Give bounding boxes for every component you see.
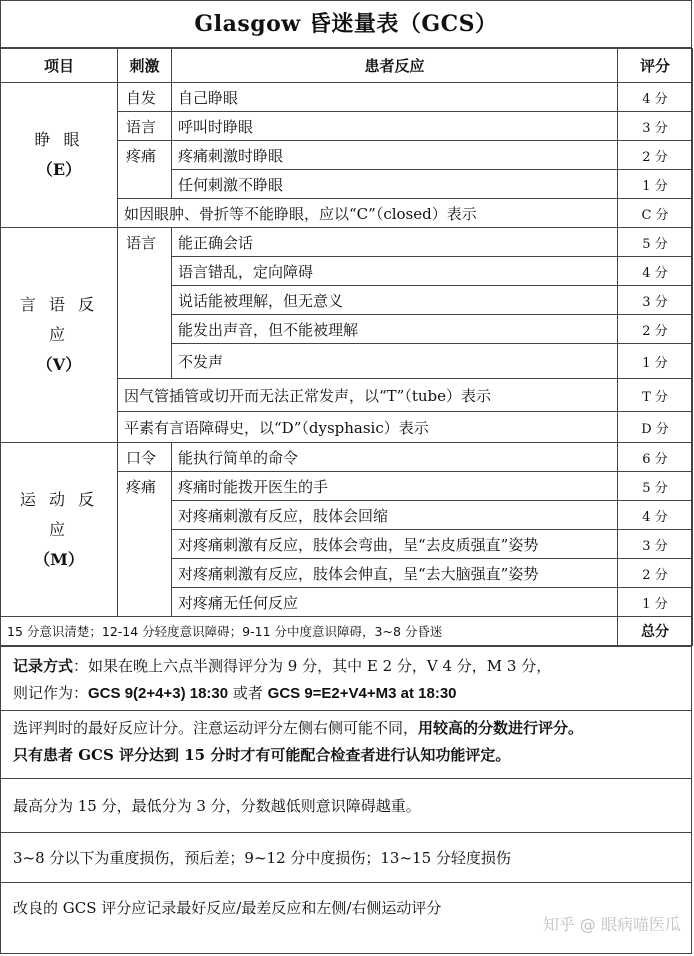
eye-label: 睁 眼: [34, 130, 84, 149]
motor-code: （M）: [34, 549, 84, 569]
verbal-category: [1, 228, 118, 443]
score-range: 最高分为 15 分，最低分为 3 分，分数越低则意识障碍越重。: [1, 778, 691, 832]
table-row: [1, 443, 693, 472]
gcs-table: [0, 48, 693, 646]
score-cell: 4 分: [618, 83, 693, 112]
response-cell: 疼痛时能拨开医生的手: [172, 472, 618, 501]
verbal-label: 言 语 反 应: [19, 295, 99, 344]
response-cell: 对疼痛刺激有反应，肢体会弯曲，呈“去皮质强直”姿势: [172, 530, 618, 559]
table-header-row: [1, 49, 693, 83]
score-cell: 1 分: [618, 344, 693, 379]
score-cell: 3 分: [618, 530, 693, 559]
response-cell: 疼痛刺激时睁眼: [172, 141, 618, 170]
table-row: [1, 228, 693, 257]
stimulus-cell: 语言: [118, 112, 172, 141]
score-cell: 5 分: [618, 228, 693, 257]
response-cell: 能正确会话: [172, 228, 618, 257]
record-line-2: [13, 680, 679, 707]
response-cell: 任何刺激不睁眼: [172, 170, 618, 199]
total-score-legend: 15 分意识清楚；12-14 分轻度意识障碍；9-11 分中度意识障碍，3~8 分昏迷: [1, 617, 618, 646]
score-cell: 6 分: [618, 443, 693, 472]
table-row: [1, 83, 693, 112]
score-cell: D 分: [618, 412, 693, 443]
eye-code: （E）: [36, 160, 82, 179]
response-cell: 能发出声音，但不能被理解: [172, 315, 618, 344]
response-cell: 对疼痛无任何反应: [172, 588, 618, 617]
scoring-tips: [1, 710, 691, 778]
recording-method: [1, 646, 691, 710]
record-line-1: [13, 653, 679, 680]
record-lead: 记录方式: [13, 657, 74, 675]
record-prefix: 则记作为：: [13, 684, 89, 702]
watermark-text: 知乎 @ 眼病喵医瓜: [542, 915, 681, 934]
tip-cognitive: 只有患者 GCS 评分达到 15 分时才有可能配合检查者进行认知功能评定。: [13, 746, 511, 764]
score-cell: C 分: [618, 199, 693, 228]
header-item: 项目: [1, 49, 118, 83]
verbal-note-dysphasic: 平素有言语障碍史，以“D”（dysphasic）表示: [118, 412, 618, 443]
score-cell: T 分: [618, 379, 693, 412]
header-stimulus: 刺激: [118, 49, 172, 83]
response-cell: 能执行简单的命令: [172, 443, 618, 472]
eye-note: 如因眼肿、骨折等不能睁眼，应以“C”（closed）表示: [118, 199, 618, 228]
tip-line-2: [13, 742, 679, 769]
record-or: 或者: [228, 684, 268, 702]
response-cell: 不发声: [172, 344, 618, 379]
score-cell: 2 分: [618, 559, 693, 588]
response-cell: 自己睁眼: [172, 83, 618, 112]
score-cell: 2 分: [618, 141, 693, 170]
score-cell: 4 分: [618, 257, 693, 286]
score-cell: 3 分: [618, 112, 693, 141]
severity-grading: 3~8 分以下为重度损伤，预后差；9~12 分中度损伤；13~15 分轻度损伤: [1, 832, 691, 882]
response-cell: 语言错乱，定向障碍: [172, 257, 618, 286]
tip-plain: 选评判时的最好反应计分。注意运动评分左侧右侧可能不同，: [13, 719, 419, 737]
score-cell: 5 分: [618, 472, 693, 501]
verbal-note-tube: 因气管插管或切开而无法正常发声，以“T”（tube）表示: [118, 379, 618, 412]
page-title: Glasgow 昏迷量表（GCS）: [1, 1, 691, 48]
response-cell: 说话能被理解，但无意义: [172, 286, 618, 315]
header-score: 评分: [618, 49, 693, 83]
score-cell: 4 分: [618, 501, 693, 530]
verbal-code: （V）: [36, 355, 82, 374]
record-example: ：如果在晚上六点半测得评分为 9 分，其中 E 2 分，V 4 分，M 3 分，: [73, 657, 552, 675]
stimulus-cell: 语言: [118, 228, 172, 379]
stimulus-cell: 疼痛: [118, 141, 172, 199]
stimulus-cell: 自发: [118, 83, 172, 112]
modified-gcs-note: 改良的 GCS 评分应记录最好反应/最差反应和左侧/右侧运动评分: [1, 882, 691, 932]
score-cell: 3 分: [618, 286, 693, 315]
record-formula-2: GCS 9=E2+V4+M3 at 18:30: [267, 685, 457, 702]
motor-label: 运 动 反 应: [19, 489, 99, 539]
response-cell: 呼叫时睁眼: [172, 112, 618, 141]
record-formula-1: GCS 9(2+4+3) 18:30: [88, 685, 229, 702]
motor-category: [1, 443, 118, 617]
tip-bold: 用较高的分数进行评分。: [418, 719, 584, 737]
score-cell: 1 分: [618, 588, 693, 617]
stimulus-cell: 口令: [118, 443, 172, 472]
score-cell: 2 分: [618, 315, 693, 344]
stimulus-cell: 疼痛: [118, 472, 172, 617]
score-cell: 1 分: [618, 170, 693, 199]
tip-line-1: [13, 715, 679, 742]
header-response: 患者反应: [172, 49, 618, 83]
total-label: 总分: [618, 617, 693, 646]
response-cell: 对疼痛刺激有反应，肢体会回缩: [172, 501, 618, 530]
response-cell: 对疼痛刺激有反应，肢体会伸直，呈“去大脑强直”姿势: [172, 559, 618, 588]
table-row: [1, 617, 693, 646]
eye-category: [1, 83, 118, 228]
